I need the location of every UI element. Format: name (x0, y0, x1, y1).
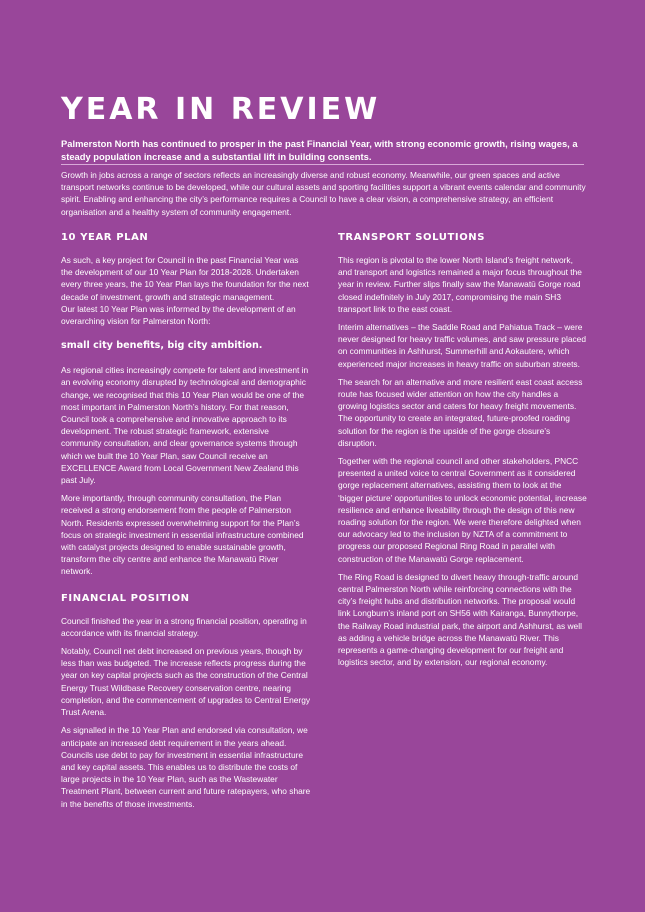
financial-position-heading: FINANCIAL POSITION (61, 592, 190, 604)
transport-paragraph: This region is pivotal to the lower North Island’s freight network, and transport and logistics remained a major focus throughout the year in review. Further slips finally saw the Manawatū Gorge road closed indefinitely in July 2017, compromising the main SH3 transport link to the east coast. (338, 255, 582, 314)
ten-year-plan-paragraph: As such, a key project for Council in the past Financial Year was the development of our 10 Year Plan for 2018-2028. Undertaken every three years, the 10 Year Plan lays the foundation for the next decade of investment, growth and strategic management. (61, 255, 309, 302)
transport-paragraph: Interim alternatives – the Saddle Road and Pahiatua Track – were never designed for heavy traffic volumes, and saw pressure placed on communities in Ashhurst, Summerhill and Aokautere, which experienced major increases in heavy traffic on suburban streets. (338, 322, 586, 369)
ten-year-plan-heading: 10 YEAR PLAN (61, 232, 149, 243)
intro-paragraph: Growth in jobs across a range of sectors reflects an increasingly diverse and robust economy. Meanwhile, our green spaces and active transport networks continue to be developed, while our cultural assets and sporting facilities support a vibrant events calendar and community spirit. Enabling and enhancing the city’s performance requires a Council to have a clear vision, a comprehensive strategy, an efficient organisation and a healthy system of community engagement. (61, 170, 586, 217)
page-title: YEAR IN REVIEW (61, 92, 381, 127)
financial-position-paragraph: As signalled in the 10 Year Plan and endorsed via consultation, we anticipate an increased debt requirement in the years ahead. Councils use debt to pay for investment in essential infrastructure and key capital assets. This enables us to distribute the costs of large projects in the 10 Year Plan, such as the Wastewater Treatment Plant, between current and future ratepayers, who share in the benefits of those investments. (61, 725, 311, 809)
divider (61, 164, 584, 165)
ten-year-plan-paragraph: As regional cities increasingly compete for talent and investment in an evolving economy disrupted by technological and demographic change, we recognised that this 10 Year Plan would be one of the most important in Palmerston North’s history. For that reason, Council took a comprehensive and innovative approach to its development. The robust strategic framework, extensive community consultation, and clear governance systems through which we built the 10 Year Plan, saw Council receive an EXCELLENCE Award from Local Government New Zealand this past July. (61, 365, 309, 486)
transport-paragraph: Together with the regional council and other stakeholders, PNCC presented a united voice to central Government as it considered gorge replacement alternatives, assisting them to look at the ‘bigger picture’ opportunities to unlock economic potential, increase resilience and enhance liveability through the design of this new roading solution for the region. We were therefore delighted when our advocacy led to the inclusion by NZTA of a commitment to progress our proposed Regional Ring Road in parallel with construction of the Manawatū Gorge replacement. (338, 456, 587, 564)
ten-year-plan-paragraph: Our latest 10 Year Plan was informed by the development of an overarching vision for Palmerston North: (61, 303, 296, 327)
ten-year-plan-paragraph: More importantly, through community consultation, the Plan received a strong endorsement from the people of Palmerston North. Residents expressed overwhelming support for the Plan’s focus on strategic investment in essential infrastructure combined with catalyst projects designed to enable sustainable growth, transform the city centre and enhance the Manawatū River network. (61, 493, 304, 577)
vision-statement: small city benefits, big city ambition. (61, 340, 263, 352)
lead-paragraph: Palmerston North has continued to prosper in the past Financial Year, with strong economic growth, rising wages, a steady population increase and a substantial lift in building consents. (61, 138, 578, 162)
left-column (61, 231, 311, 816)
financial-position-paragraph: Notably, Council net debt increased on previous years, though by less than was budgeted. The increase reflects progress during the year on key capital projects such as the construction of the Central Energy Trust Wildbase Recovery conservation centre, nearing completion, and the commencement of upgrades to Central Energy Trust Arena. (61, 646, 311, 718)
transport-heading: TRANSPORT SOLUTIONS (338, 232, 486, 243)
financial-position-paragraph: Council finished the year in a strong financial position, operating in accordance with its financial strategy. (61, 615, 307, 638)
right-column (338, 231, 588, 675)
transport-paragraph: The Ring Road is designed to divert heavy through-traffic around central Palmerston North while reinforcing connections with the city’s freight hubs and distribution networks. The proposal would link Longburn’s inland port on SH56 with Kairanga, Bunnythorpe, the Railway Road industrial park, the airport and Ashhurst, as well as adding a vehicle bridge across the Manawatū River. This represents a game-changing development for our freight and logistics sector, and by extension, our regional economy. (338, 571, 582, 668)
transport-paragraph: The search for an alternative and more resilient east coast access route has focused wider attention on how the city handles a growing logistics sector and caters for heavy freight movements. The opportunity to create an integrated, future-proofed roading solution for the region is the upside of the gorge closure’s disruption. (338, 376, 583, 448)
